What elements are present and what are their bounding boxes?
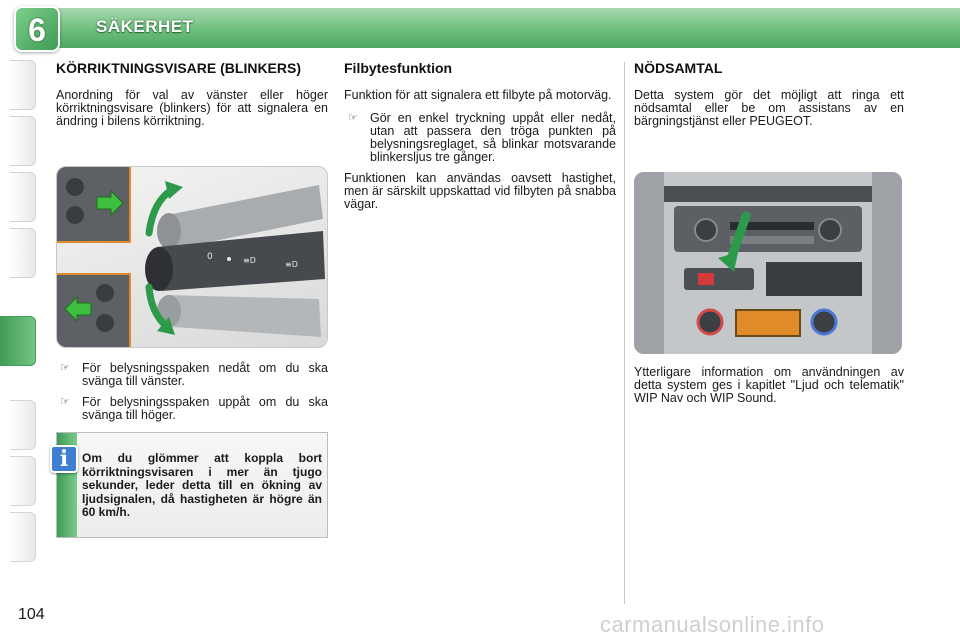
chapter-number: 6 bbox=[28, 12, 46, 48]
chapter-tab-active[interactable] bbox=[0, 316, 36, 366]
watermark: carmanualsonline.info bbox=[600, 612, 825, 637]
chapter-tab[interactable] bbox=[10, 512, 36, 562]
column-lane-change bbox=[344, 60, 616, 221]
turn-signals-bullets bbox=[56, 362, 328, 430]
emergency-call-more-info bbox=[634, 366, 904, 415]
turn-signal-stalk-illustration bbox=[56, 166, 328, 348]
bullet-text: För belysningsspaken uppåt om du ska svänga till höger. bbox=[82, 395, 328, 422]
svg-text:0: 0 bbox=[207, 252, 213, 262]
emergency-call-dashboard-illustration bbox=[634, 172, 902, 354]
pointing-hand-icon: ☞ bbox=[60, 396, 70, 408]
chapter-tab[interactable] bbox=[10, 456, 36, 506]
column-turn-signals bbox=[56, 60, 328, 138]
chapter-tab[interactable] bbox=[10, 228, 36, 278]
section-heading-turn-signals: KÖRRIKTNINGSVISARE (BLINKERS) bbox=[56, 60, 302, 76]
lane-change-intro: Funktion för att signalera ett filbyte på motorväg. bbox=[344, 88, 612, 102]
chapter-tab[interactable] bbox=[10, 116, 36, 166]
page-title: SÄKERHET bbox=[96, 17, 194, 36]
bullet-item bbox=[56, 362, 328, 388]
bullet-item bbox=[344, 112, 616, 164]
pointing-hand-icon: ☞ bbox=[348, 112, 358, 124]
svg-text:≡D: ≡D bbox=[285, 260, 298, 269]
info-note-text: Om du glömmer att koppla bort körriktningsvisaren i mer än tjugo sekunder, leder detta till en ökning av ljudsignalen, då hastigheten är högre än 60 km/h. bbox=[82, 451, 322, 519]
turn-signals-intro: Anordning för val av vänster eller höger körriktningsvisare (blinkers) för att signalera en ändring i bilens körriktning. bbox=[56, 88, 328, 128]
emergency-call-outro: Ytterligare information om användningen av detta system ges i kapitlet "Ljud och telematik" WIP Nav och WIP Sound. bbox=[634, 365, 904, 405]
chapter-tabs bbox=[0, 60, 40, 580]
chapter-tab[interactable] bbox=[10, 172, 36, 222]
bullet-text: Gör en enkel tryckning uppåt eller nedåt, utan att passera den tröga punkten på belysningsreglaget, så blinkar motsvarande blinkersljus tre gånger. bbox=[370, 111, 616, 164]
lane-change-outro: Funktionen kan användas oavsett hastighet, men är särskilt uppskattad vid filbyten på snabba vägar. bbox=[344, 171, 616, 211]
bullet-item bbox=[56, 396, 328, 422]
chapter-badge bbox=[14, 6, 60, 52]
emergency-call-intro: Detta system gör det möjligt att ringa ett nödsamtal eller be om assistans av en bärgningstjänst eller PEUGEOT. bbox=[634, 88, 904, 128]
column-divider bbox=[624, 62, 625, 604]
info-icon: i bbox=[50, 445, 78, 473]
chapter-tab[interactable] bbox=[10, 400, 36, 450]
pointing-hand-icon: ☞ bbox=[60, 362, 70, 374]
section-heading-lane-change: Filbytesfunktion bbox=[344, 60, 453, 76]
bullet-text: För belysningsspaken nedåt om du ska svänga till vänster. bbox=[82, 361, 328, 388]
section-heading-emergency-call: NÖDSAMTAL bbox=[634, 60, 723, 76]
svg-text:≡D: ≡D bbox=[243, 256, 256, 265]
page-number: 104 bbox=[18, 606, 45, 623]
chapter-tab[interactable] bbox=[10, 60, 36, 110]
column-emergency-call bbox=[634, 60, 904, 138]
